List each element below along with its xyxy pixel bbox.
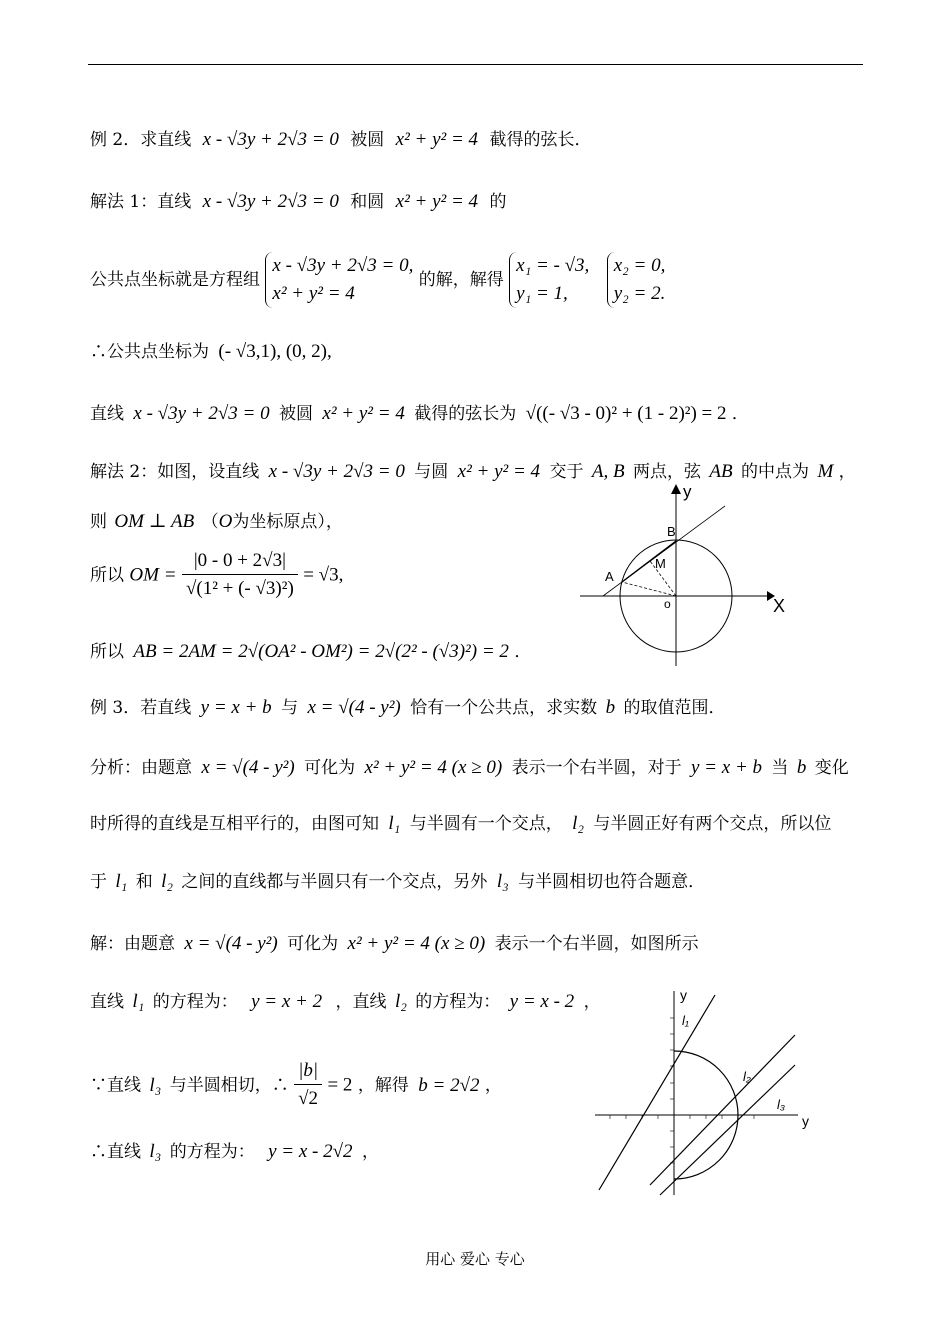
solution-b-y: y₂ = 2. bbox=[613, 283, 666, 304]
solution-row1 bbox=[90, 932, 699, 956]
analysis-semicircle: x² + y² = 4 (x ≥ 0) bbox=[364, 757, 503, 778]
analysis-varies: 变化 bbox=[814, 758, 849, 778]
analysis-curve: x = √(4 - y²) bbox=[201, 757, 295, 778]
analysis-when: 当 bbox=[771, 758, 789, 778]
sol2-ab: A, B bbox=[591, 461, 625, 482]
fig1-y-label: y bbox=[683, 482, 692, 501]
sol2-om bbox=[90, 548, 343, 603]
sol2-comma: ， bbox=[838, 462, 856, 482]
analysis-line: y = x + b bbox=[691, 757, 763, 778]
ex2-title: 例 2．求直线 bbox=[90, 130, 192, 150]
header-rule bbox=[88, 64, 863, 65]
tangent-l3: l₃ bbox=[149, 1074, 162, 1096]
solution-l2: l₂ bbox=[394, 991, 407, 1012]
final-l3: l₃ bbox=[149, 1141, 162, 1162]
chord-mid: 被圆 bbox=[279, 404, 314, 424]
sol2-so2: 所以 bbox=[90, 642, 124, 662]
segment-oa bbox=[622, 582, 676, 596]
tangent-text: 与半圆相切，∴ bbox=[169, 1075, 289, 1096]
ex2-tail: 截得的弦长． bbox=[489, 130, 592, 150]
sol1-system bbox=[265, 252, 413, 308]
line-l1 bbox=[599, 995, 715, 1190]
sol2-midpoint-text: 的中点为 bbox=[741, 462, 810, 482]
points-prefix: ∴公共点坐标为 bbox=[90, 342, 209, 362]
om-rhs: = √3, bbox=[303, 564, 344, 586]
analysis-row2 bbox=[90, 812, 831, 836]
solution-row2 bbox=[90, 990, 601, 1014]
solution-a-y: y₁ = 1, bbox=[516, 283, 568, 304]
tangent-fraction bbox=[294, 1058, 322, 1113]
line-l3 bbox=[660, 1065, 795, 1195]
fig1-x-label: X bbox=[773, 596, 786, 616]
solution-eq-text-1: 的方程为： bbox=[152, 992, 238, 1012]
solution-semicircle: x² + y² = 4 (x ≥ 0) bbox=[347, 933, 486, 954]
fig1-b-label: B bbox=[667, 524, 676, 539]
sol2-perp bbox=[90, 510, 343, 534]
solution-l2-eq: y = x - 2 bbox=[509, 991, 575, 1012]
final-end: ， bbox=[361, 1142, 379, 1162]
final-eq: y = x - 2√2 bbox=[268, 1141, 353, 1162]
tangent-rhs: = 2 bbox=[327, 1074, 353, 1096]
analysis-becomes: 可化为 bbox=[304, 758, 356, 778]
sol2-chord: AB bbox=[709, 461, 733, 482]
sol1-chord bbox=[90, 402, 749, 426]
solution-l1: l₁ bbox=[132, 991, 145, 1012]
sol2-so1: 所以 bbox=[90, 565, 124, 586]
ex3-b: b bbox=[605, 697, 616, 718]
circle-chord-figure bbox=[575, 480, 805, 670]
chord-value: √((- √3 - 0)² + (1 - 2)²) = 2 bbox=[525, 403, 727, 424]
sol1-line1 bbox=[90, 190, 506, 214]
tangent-numerator: |b| bbox=[294, 1058, 322, 1085]
analysis-row3 bbox=[90, 870, 705, 894]
tangent-prefix: ∵直线 bbox=[90, 1075, 141, 1096]
sol2-origin-text: 为坐标原点）， bbox=[232, 512, 343, 532]
solution-row3 bbox=[90, 1058, 502, 1113]
analysis-label: 分析：由题意 bbox=[90, 758, 192, 778]
semicircle-lines-figure bbox=[590, 985, 820, 1200]
analysis-row3-and: 和 bbox=[135, 872, 153, 892]
sol1-and-circle: 和圆 bbox=[350, 192, 385, 212]
sol2-origin-o: O bbox=[218, 511, 233, 532]
tangent-denominator: √2 bbox=[298, 1088, 319, 1109]
sol2-line-eq: x - √3y + 2√3 = 0 bbox=[268, 461, 405, 482]
ab-end: ． bbox=[514, 642, 532, 662]
ex3-with: 与 bbox=[281, 698, 299, 718]
solution-b-x: x₂ = 0, bbox=[613, 255, 666, 276]
analysis-row3-l2: l₂ bbox=[161, 871, 173, 892]
solution-l-prefix: 直线 bbox=[90, 992, 124, 1012]
sol1-points bbox=[90, 340, 332, 364]
analysis-row3-b: 之间的直线都与半圆只有一个交点，另外 bbox=[181, 872, 488, 892]
fig1-o-label: o bbox=[664, 597, 671, 611]
fig2-l3-label: l₃ bbox=[777, 1097, 786, 1112]
solution-row4 bbox=[90, 1140, 379, 1164]
ex3-title: 例 3．若直线 bbox=[90, 698, 192, 718]
fig1-a-label: A bbox=[605, 569, 614, 584]
om-numerator: |0 - 0 + 2√3| bbox=[182, 548, 298, 575]
ex2-circle-eq: x² + y² = 4 bbox=[395, 129, 479, 150]
sol2-then: 则 bbox=[90, 512, 107, 532]
sol1-of: 的 bbox=[489, 192, 507, 212]
fig2-l2-label: l₂ bbox=[743, 1069, 751, 1084]
solution-curve: x = √(4 - y²) bbox=[184, 933, 278, 954]
sol1-circle-eq: x² + y² = 4 bbox=[395, 191, 479, 212]
sol1-system-intro: 公共点坐标就是方程组 bbox=[90, 270, 260, 290]
ex3-range: 的取值范围． bbox=[623, 698, 726, 718]
sol2-m: M bbox=[817, 461, 834, 482]
secant-line bbox=[603, 506, 725, 596]
solution-becomes: 可化为 bbox=[287, 934, 339, 954]
fig1-m-label: M bbox=[655, 556, 666, 571]
analysis-means: 表示一个右半圆，对于 bbox=[511, 758, 682, 778]
om-denominator: √(1² + (- √3)²) bbox=[185, 578, 294, 599]
analysis-row3-a: 于 bbox=[90, 872, 107, 892]
tangent-solved: ，解得 bbox=[357, 1075, 409, 1096]
analysis-row3-l1: l₁ bbox=[115, 871, 128, 892]
om-lhs: OM = bbox=[129, 564, 177, 586]
sol1-solution-a bbox=[509, 252, 589, 308]
tangent-b-value: b = 2√2 bbox=[418, 1074, 480, 1096]
points-value: (- √3,1), (0, 2), bbox=[218, 341, 332, 362]
system-line-2: x² + y² = 4 bbox=[272, 283, 355, 304]
analysis-row1 bbox=[90, 756, 849, 780]
ex3-statement bbox=[90, 696, 725, 720]
solution-comma1: ，直线 bbox=[335, 992, 387, 1012]
line-l2 bbox=[650, 1035, 795, 1185]
sol1-line-eq: x - √3y + 2√3 = 0 bbox=[202, 191, 339, 212]
sol2-meets: 交于 bbox=[549, 462, 584, 482]
chord-prefix: 直线 bbox=[90, 404, 124, 424]
sol1-solved: 的解，解得 bbox=[418, 270, 504, 290]
sol2-ab bbox=[90, 640, 531, 664]
analysis-row2-c: 与半圆正好有两个交点，所以位 bbox=[593, 814, 832, 834]
tangent-end: ， bbox=[484, 1075, 502, 1096]
analysis-row3-l3: l₃ bbox=[496, 871, 509, 892]
analysis-l1: l₁ bbox=[388, 813, 401, 834]
solution-eq-text-2: 的方程为： bbox=[415, 992, 501, 1012]
ex3-curve: x = √(4 - y²) bbox=[307, 697, 401, 718]
final-prefix: ∴直线 bbox=[90, 1142, 141, 1162]
ex3-line: y = x + b bbox=[200, 697, 272, 718]
final-eq-text: 的方程为： bbox=[169, 1142, 255, 1162]
chord-circle-eq: x² + y² = 4 bbox=[322, 403, 405, 424]
om-fraction bbox=[182, 548, 298, 603]
chord-text: 截得的弦长为 bbox=[414, 404, 517, 424]
sol2-circle-eq: x² + y² = 4 bbox=[457, 461, 541, 482]
ex2-statement bbox=[90, 128, 591, 152]
solution-comma2: ， bbox=[583, 992, 601, 1012]
page-footer: 用心 爱心 专心 bbox=[425, 1250, 525, 1268]
analysis-row2-a: 时所得的直线是互相平行的，由图可知 bbox=[90, 814, 379, 834]
solution-means: 表示一个右半圆，如图所示 bbox=[494, 934, 699, 954]
solution-l1-eq: y = x + 2 bbox=[251, 991, 323, 1012]
analysis-b: b bbox=[796, 757, 807, 778]
ex2-mid: 被圆 bbox=[350, 130, 385, 150]
chord-line-eq: x - √3y + 2√3 = 0 bbox=[133, 403, 270, 424]
sol2-paren: （ bbox=[201, 512, 219, 532]
ex3-ask: 恰有一个公共点，求实数 bbox=[410, 698, 598, 718]
analysis-row3-c: 与半圆相切也符合题意． bbox=[518, 872, 706, 892]
ab-equation: AB = 2AM = 2√(OA² - OM²) = 2√(2² - (√3)²) = 2 bbox=[133, 641, 509, 662]
sol1-system-row bbox=[90, 252, 665, 308]
solution-a-x: x₁ = - √3, bbox=[516, 255, 590, 276]
analysis-row2-b: 与半圆有一个交点， bbox=[409, 814, 563, 834]
sol2-with-circle: 与圆 bbox=[414, 462, 449, 482]
system-line-1: x - √3y + 2√3 = 0, bbox=[272, 255, 414, 276]
sol1-label: 解法 1：直线 bbox=[90, 192, 192, 212]
y-axis-arrow bbox=[671, 484, 681, 494]
ex2-line-eq: x - √3y + 2√3 = 0 bbox=[202, 129, 339, 150]
fig2-x-label: y bbox=[802, 1113, 809, 1129]
solution-label: 解：由题意 bbox=[90, 934, 175, 954]
analysis-l2: l₂ bbox=[572, 813, 584, 834]
sol2-label: 解法 2：如图，设直线 bbox=[90, 462, 260, 482]
sol2-perp-eq: OM ⊥ AB bbox=[114, 511, 195, 532]
chord-end: ． bbox=[731, 404, 749, 424]
fig2-y-label: y bbox=[680, 987, 687, 1003]
sol1-solution-b bbox=[607, 252, 666, 308]
sol2-two-points: 两点，弦 bbox=[633, 462, 701, 482]
fig2-l1-label: l₁ bbox=[682, 1013, 689, 1028]
